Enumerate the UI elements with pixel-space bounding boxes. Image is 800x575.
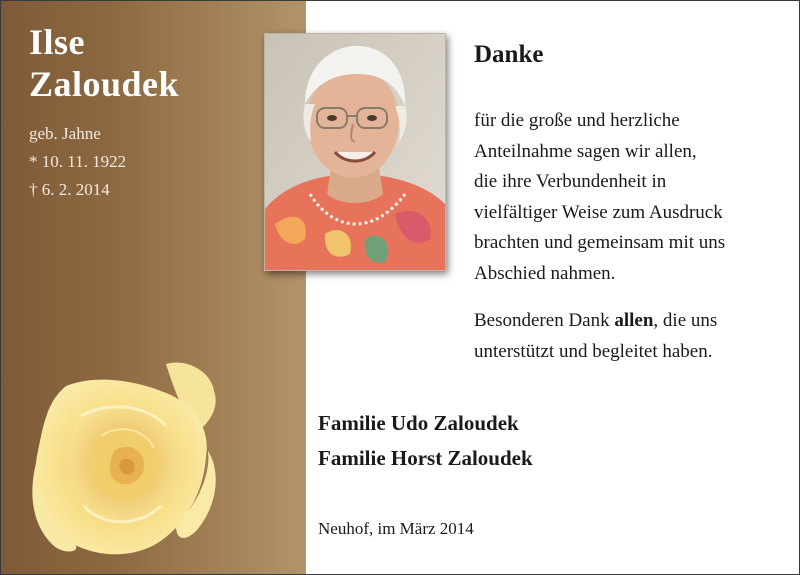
death-date: † 6. 2. 2014 [29,180,110,199]
place-and-date: Neuhof, im März 2014 [318,519,474,538]
message-line: vielfältiger Weise zum Ausdruck [474,201,723,223]
thanks-message [474,106,725,289]
birth-date: * 10. 11. 1922 [29,152,127,171]
message-line: Abschied nahmen. [474,262,616,284]
special-text-after: , die uns [653,310,718,331]
special-thanks-line-2: unterstützt und begleitet haben. [474,340,713,362]
message-line: für die große und herzliche [474,110,680,131]
portrait-photo [264,33,446,271]
last-name: Zaloudek [29,64,180,104]
deceased-name [29,21,179,105]
birth-name: geb. Jahne [29,124,101,143]
family-signatures [318,406,533,476]
yellow-rose-image [26,356,226,566]
message-line: brachten und gemeinsam mit uns [474,232,726,253]
first-name: Ilse [29,22,85,62]
message-line: die ihre Verbundenheit in [474,171,667,192]
special-text-bold: allen [614,310,654,331]
family-name: Familie Horst Zaloudek [318,446,533,470]
family-name: Familie Udo Zaloudek [318,411,519,435]
message-line: Anteilnahme sagen wir allen, [474,140,697,162]
special-thanks [474,306,717,367]
special-text-before: Besonderen Dank [474,310,615,331]
left-brown-panel [1,1,306,574]
thanks-heading: Danke [474,41,544,68]
special-thanks-line-1 [474,306,717,337]
life-details [29,120,126,204]
